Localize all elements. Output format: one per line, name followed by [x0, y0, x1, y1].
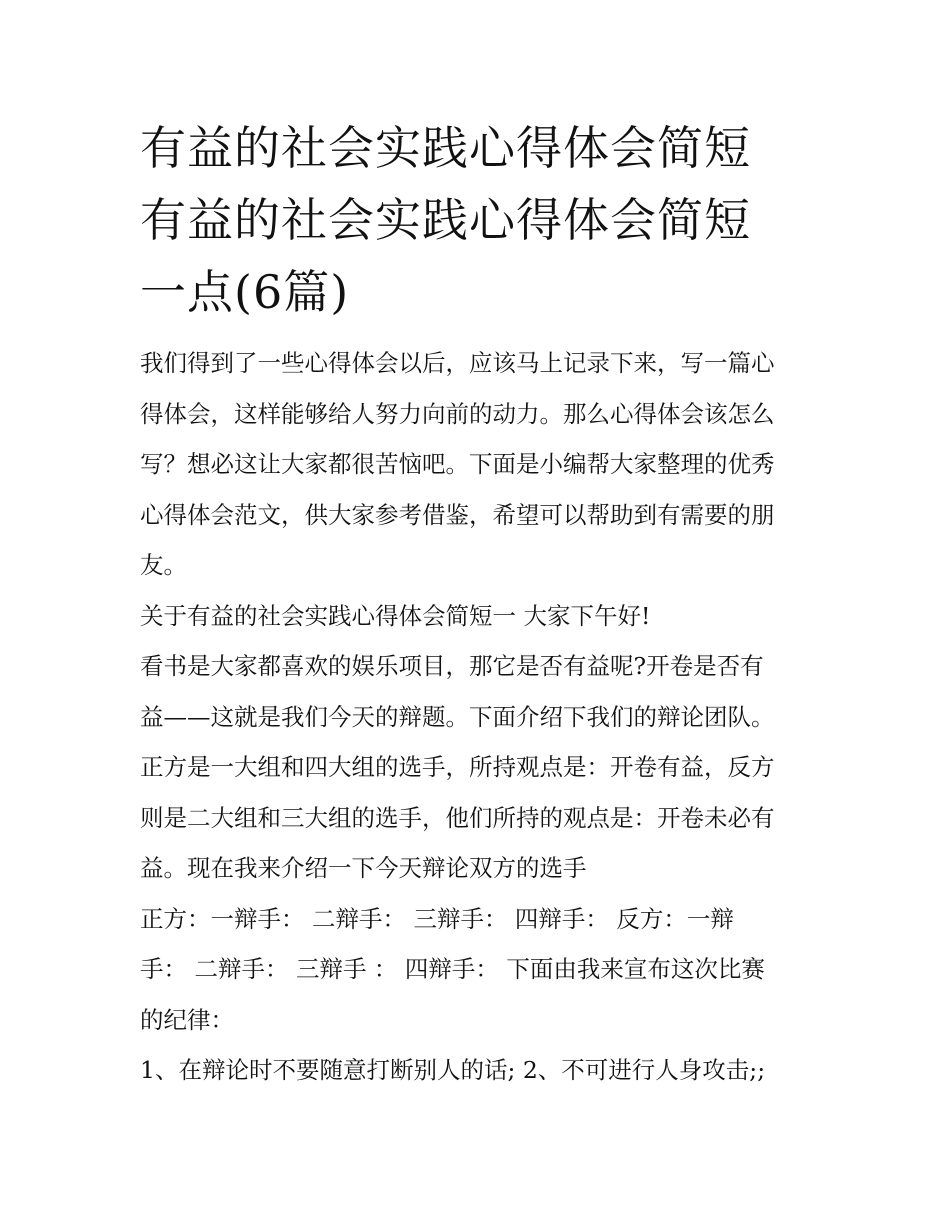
- text-line: 益。现在我来介绍一下今天辩论双方的选手: [140, 854, 587, 882]
- text-line: 正方：一辩手： 二辩手： 三辩手： 四辩手： 反方：一辩: [140, 904, 734, 933]
- text-line: 的纪律：: [140, 1005, 234, 1034]
- text-line: 友。: [140, 551, 187, 579]
- text-line: 看书是大家都喜欢的娱乐项目，那它是否有益呢?开卷是否有: [140, 652, 764, 680]
- text-line: 我们得到了一些心得体会以后，应该马上记录下来，写一篇心: [140, 349, 775, 377]
- debate-intro-paragraph: [140, 641, 815, 894]
- document-page: [140, 112, 815, 1096]
- text-line: 手： 二辩手： 三辩手 ： 四辩手： 下面由我来宣布这次比赛: [140, 955, 765, 983]
- title-line: 有益的社会实践心得体会简短: [140, 121, 751, 175]
- document-title: [140, 112, 815, 328]
- section-heading-paragraph: [140, 591, 815, 642]
- rules-paragraph: [140, 1045, 815, 1096]
- text-line: 得体会，这样能够给人努力向前的动力。那么心得体会该怎么: [140, 399, 775, 428]
- title-line: 有益的社会实践心得体会简短: [140, 193, 751, 247]
- text-line: 心得体会范文，供大家参考借鉴，希望可以帮助到有需要的朋: [140, 500, 775, 529]
- debaters-paragraph: [140, 894, 815, 1046]
- text-line: 关于有益的社会实践心得体会简短一 大家下午好!: [140, 601, 651, 630]
- text-line: 写？想必这让大家都很苦恼吧。下面是小编帮大家整理的优秀: [140, 450, 775, 478]
- title-line: 一点(6篇): [140, 265, 350, 319]
- text-line: 益——这就是我们今天的辩题。下面介绍下我们的辩论团队。: [140, 702, 775, 731]
- intro-paragraph: [140, 338, 815, 591]
- text-line: 1、在辩论时不要随意打断别人的话; 2、不可进行人身攻击;;: [140, 1056, 766, 1084]
- text-line: 则是二大组和三大组的选手，他们所持的观点是：开卷未必有: [140, 803, 775, 832]
- text-line: 正方是一大组和四大组的选手，所持观点是：开卷有益，反方: [140, 753, 775, 781]
